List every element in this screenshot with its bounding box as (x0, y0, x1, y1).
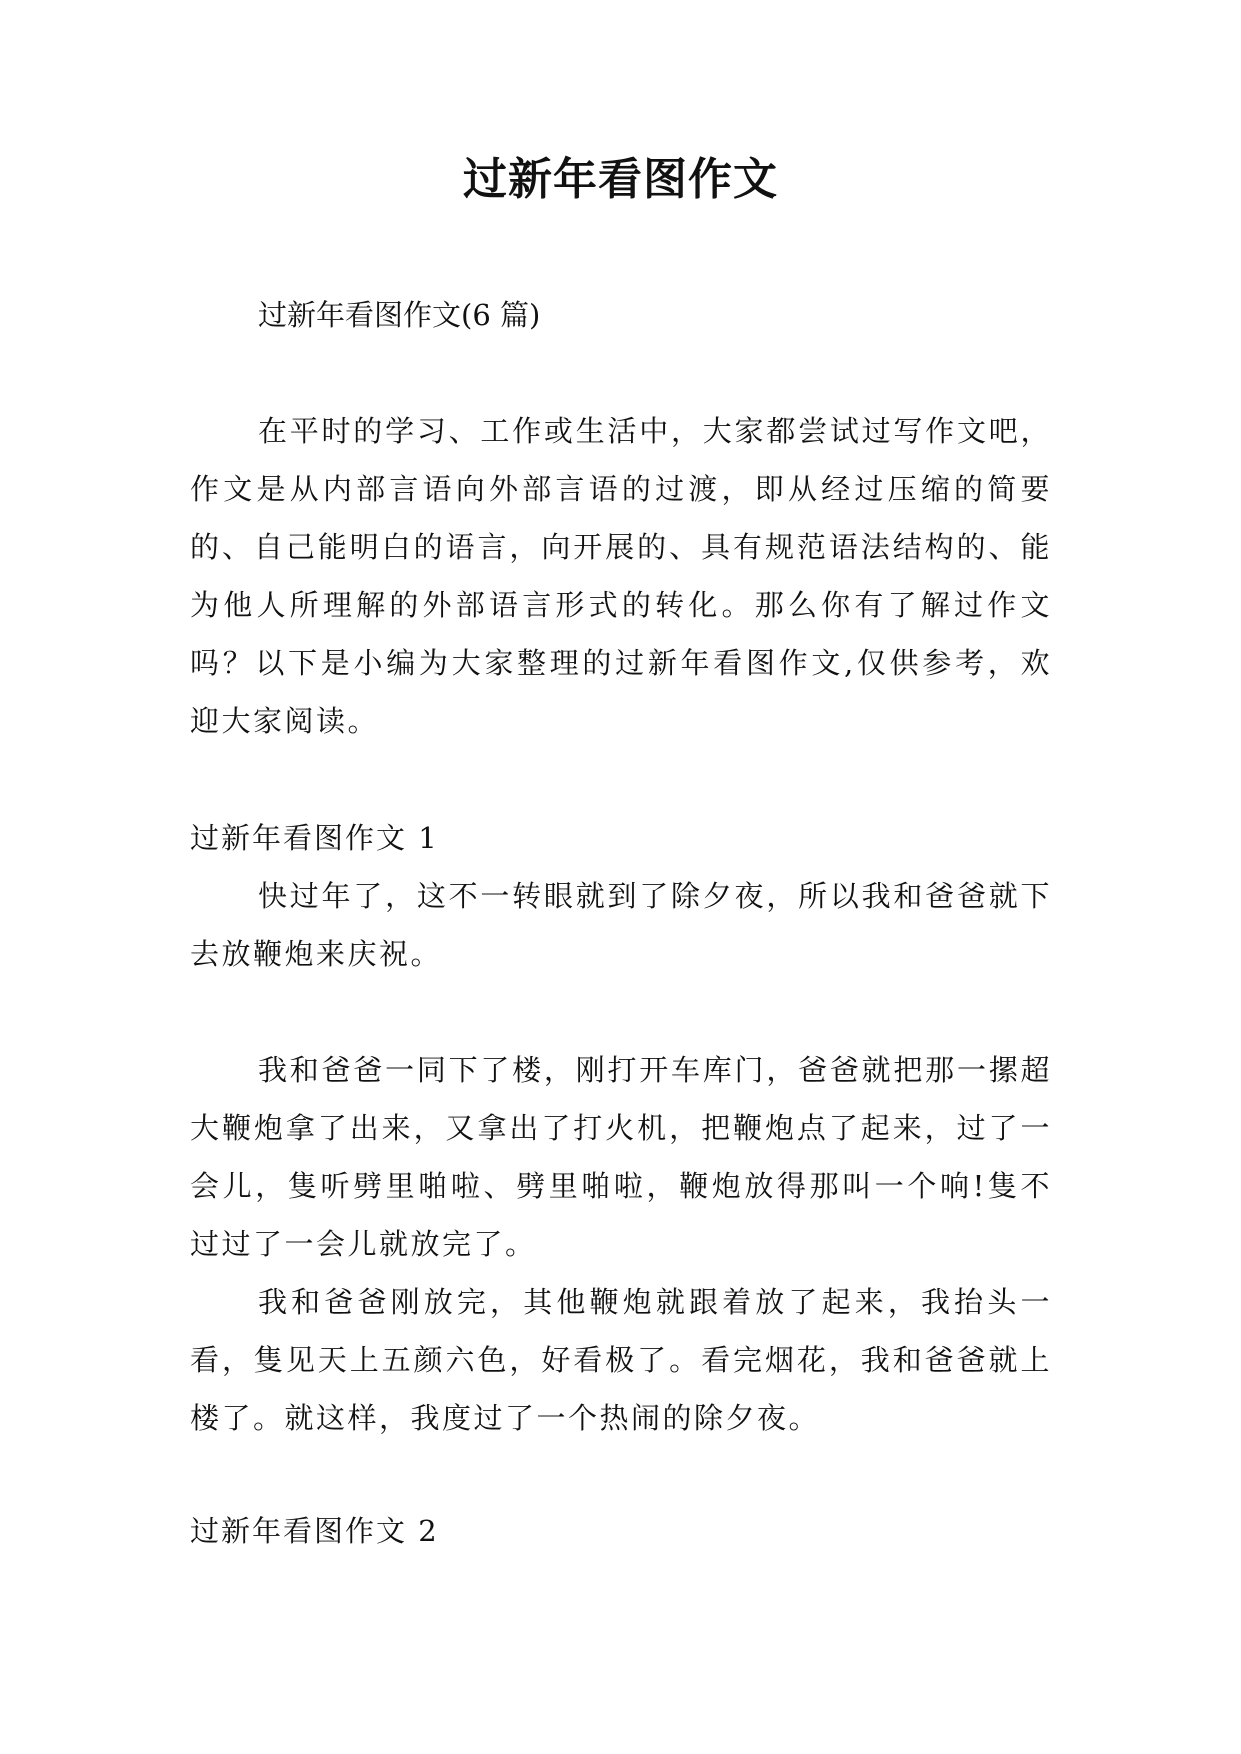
section-heading-1: 过新年看图作文 1 (190, 821, 439, 855)
section-1-paragraph-2: 我和爸爸一同下了楼，刚打开车库门，爸爸就把那一摞超大鞭炮拿了出来，又拿出了打火机，把鞭炮点了起来，过了一会儿，隻听劈里啪啦、劈里啪啦，鞭炮放得那叫一个响!隻不过过了一会儿就放完了。 (190, 1053, 1052, 1261)
section-heading-2: 过新年看图作文 2 (190, 1514, 439, 1548)
section-1-paragraph-3: 我和爸爸刚放完，其他鞭炮就跟着放了起来，我抬头一看，隻见天上五颜六色，好看极了。看完烟花，我和爸爸就上楼了。就这样，我度过了一个热闹的除夕夜。 (190, 1285, 1052, 1435)
document-subtitle: 过新年看图作文(6 篇) (258, 298, 541, 332)
section-1-paragraph-1: 快过年了，这不一转眼就到了除夕夜，所以我和爸爸就下去放鞭炮来庆祝。 (190, 879, 1052, 971)
document-title: 过新年看图作文 (463, 154, 778, 205)
intro-paragraph: 在平时的学习、工作或生活中，大家都尝试过写作文吧，作文是从内部言语向外部言语的过渡，即从经过压缩的简要的、自己能明白的语言，向开展的、具有规范语法结构的、能为他人所理解的外部语言形式的转化。那么你有了解过作文吗？以下是小编为大家整理的过新年看图作文,仅供参考，欢迎大家阅读。 (190, 414, 1052, 738)
